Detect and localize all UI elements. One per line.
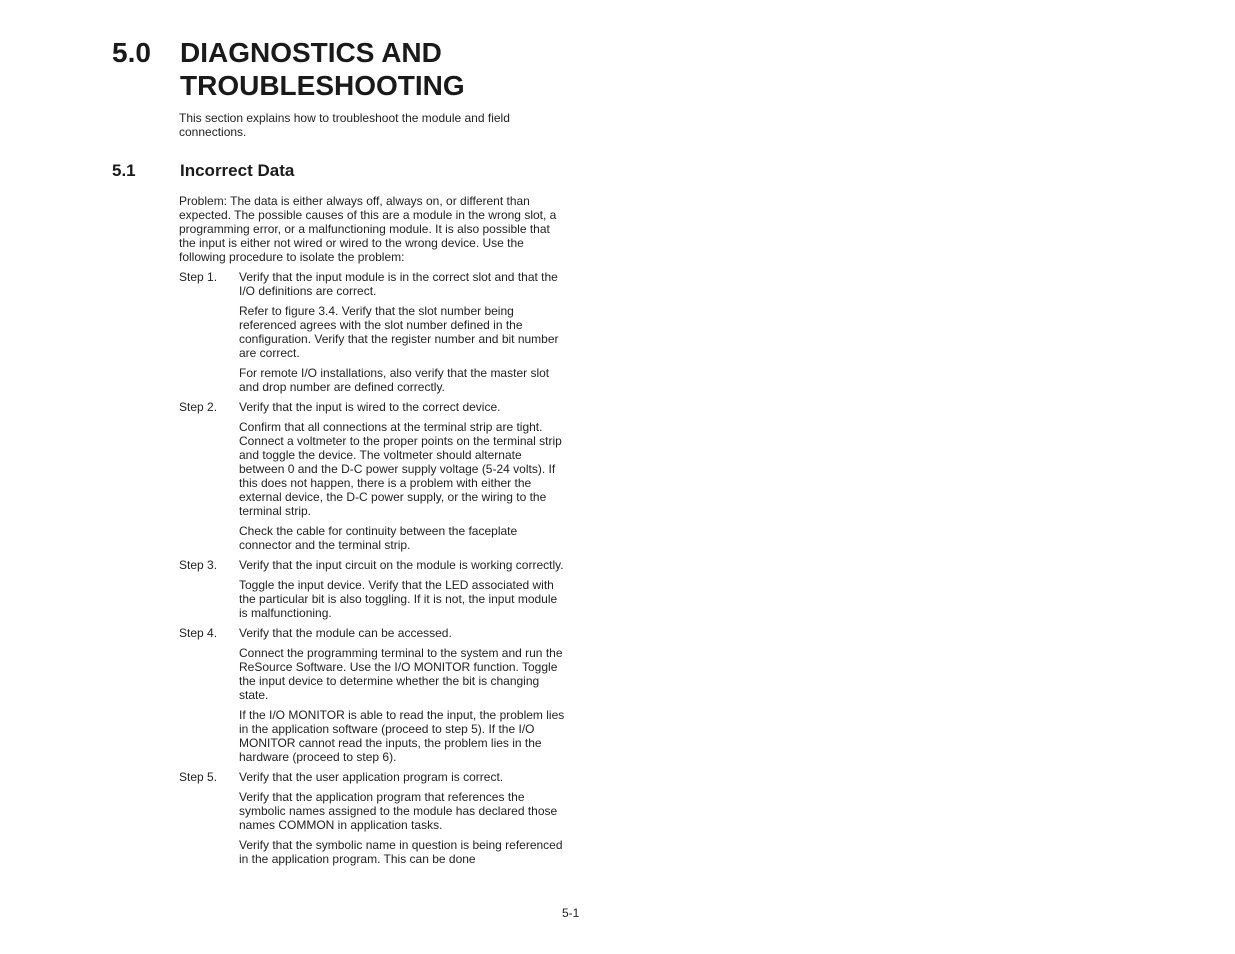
- section-number: 5.1: [112, 161, 136, 180]
- step-label: Step 3.: [179, 558, 218, 572]
- step-item: [179, 270, 579, 394]
- step-paragraph: Refer to figure 3.4. Verify that the slot number being referenced agrees with the slot number defined in the configuration. Verify that the register number and bit number are correct.: [239, 304, 559, 360]
- step-label: Step 5.: [179, 770, 218, 784]
- step-item: [179, 558, 579, 620]
- step-paragraph: Verify that the application program that references the symbolic names assigned to the module has declared those names COMMON in application tasks.: [239, 790, 558, 832]
- step-paragraph: Toggle the input device. Verify that the LED associated with the particular bit is also toggling. If it is not, the input module is malfunctioning.: [239, 578, 558, 620]
- step-label: Step 1.: [179, 270, 218, 284]
- step-paragraph: If the I/O MONITOR is able to read the input, the problem lies in the application software (proceed to step 5). If the I/O MONITOR cannot read the inputs, the problem lies in the hardware (proceed to step 6).: [239, 708, 565, 764]
- step-item: [179, 400, 579, 552]
- step-paragraph: Verify that the input is wired to the correct device.: [239, 400, 501, 414]
- step-paragraph: Check the cable for continuity between the faceplate connector and the terminal strip.: [239, 524, 518, 552]
- step-item: [179, 626, 579, 764]
- step-paragraph: Verify that the input module is in the correct slot and that the I/O definitions are correct.: [239, 270, 558, 298]
- problem-paragraph: Problem: The data is either always off, always on, or different than expected. The possible causes of this are a module in the wrong slot, a programming error, or a malfunctioning module. It is also possible that the input is either not wired or wired to the wrong device. Use the following procedure to isolate the problem:: [179, 194, 557, 264]
- chapter-title: DIAGNOSTICS AND TROUBLESHOOTING: [180, 37, 465, 101]
- step-label: Step 4.: [179, 626, 218, 640]
- step-paragraph: Verify that the module can be accessed.: [239, 626, 452, 640]
- steps-list: [179, 270, 579, 872]
- step-paragraph: Verify that the user application program is correct.: [239, 770, 504, 784]
- step-paragraph: Verify that the input circuit on the module is working correctly.: [239, 558, 564, 572]
- step-paragraph: For remote I/O installations, also verify that the master slot and drop number are defined correctly.: [239, 366, 550, 394]
- step-paragraph: Connect the programming terminal to the system and run the ReSource Software. Use the I/O MONITOR function. Toggle the input device to determine whether the bit is changing state.: [239, 646, 563, 702]
- step-paragraph: Verify that the symbolic name in question is being referenced in the application program. This can be done: [239, 838, 563, 866]
- chapter-number: 5.0: [112, 37, 151, 68]
- step-item: [179, 770, 579, 866]
- page-number: 5-1: [562, 906, 580, 920]
- section-title: Incorrect Data: [180, 161, 295, 180]
- intro-paragraph: This section explains how to troubleshoot the module and field connections.: [179, 111, 510, 139]
- step-paragraph: Confirm that all connections at the terminal strip are tight. Connect a voltmeter to the proper points on the terminal strip and toggle the device. The voltmeter should alternate between 0 and the D-C power supply voltage (5-24 volts). If this does not happen, there is a problem with either the external device, the D-C power supply, or the wiring to the terminal strip.: [239, 420, 562, 518]
- step-label: Step 2.: [179, 400, 218, 414]
